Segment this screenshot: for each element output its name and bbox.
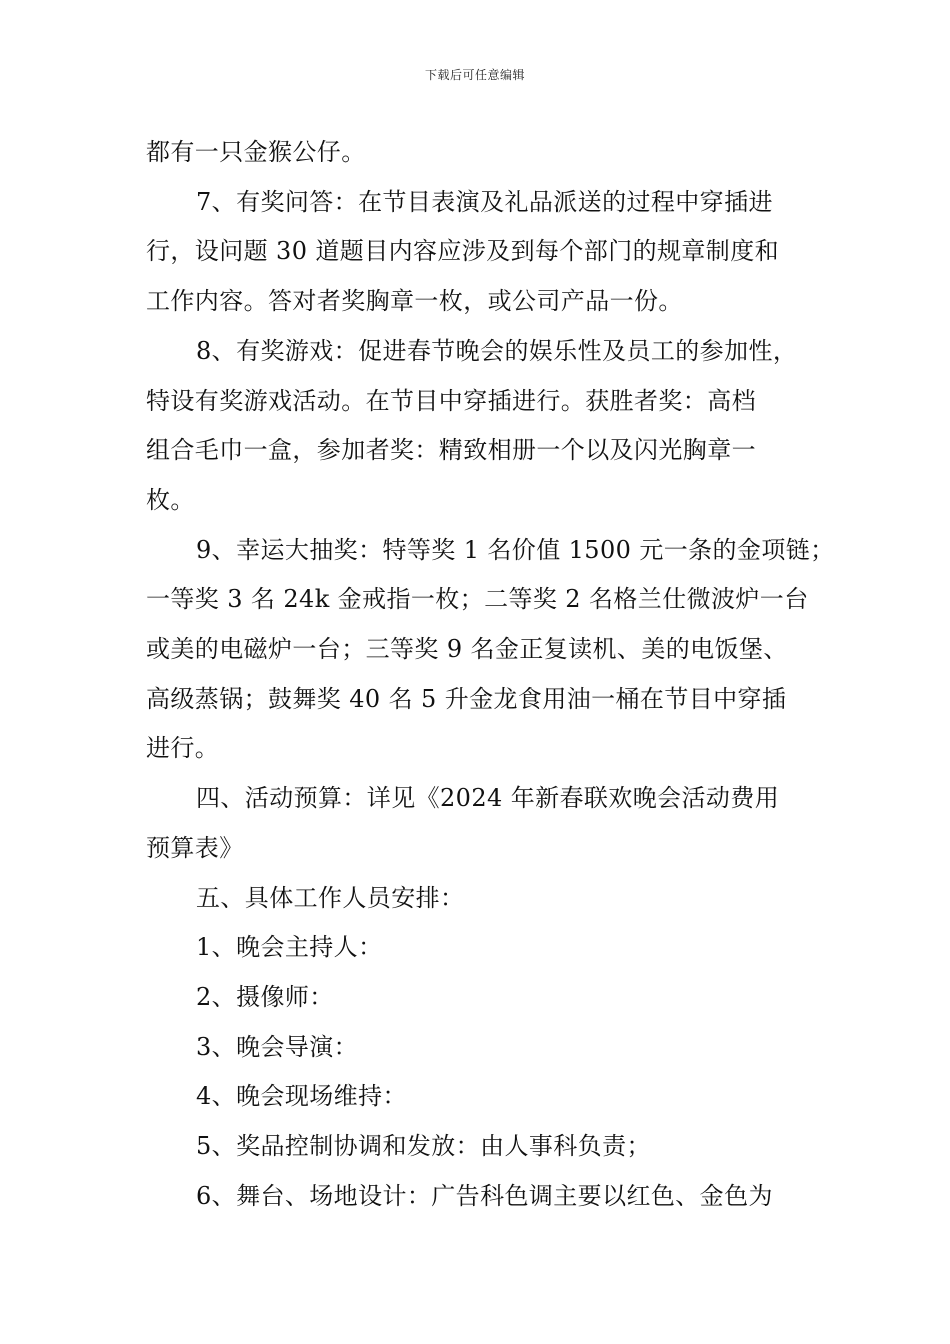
text-line: 3、晚会导演： [196,1032,359,1061]
text-line: 进行。 [146,734,220,763]
page-header: 下载后可任意编辑 [424,68,525,82]
text-line: 组合毛巾一盒，参加者奖：精致相册一个以及闪光胸章一 [146,436,756,465]
text-line: 9、幸运大抽奖：特等奖 1 名价值 1500 元一条的金项链； [196,535,835,564]
text-line: 都有一只金猴公仔。 [146,138,366,166]
text-line: 4、晚会现场维持： [196,1082,407,1111]
text-line: 预算表》 [146,833,244,862]
text-line: 2、摄像师： [196,982,334,1011]
text-line: 7、有奖问答：在节目表演及礼品派送的过程中穿插进 [196,187,773,216]
text-line: 五、具体工作人员安排： [196,883,465,912]
text-line: 8、有奖游戏：促进春节晚会的娱乐性及员工的参加性， [196,336,798,365]
text-line: 工作内容。答对者奖胸章一枚，或公司产品一份。 [146,287,683,316]
text-line: 四、活动预算：详见《2024 年新春联欢晚会活动费用 [196,784,780,813]
text-line: 6、舞台、场地设计：广告科色调主要以红色、金色为 [196,1181,773,1210]
text-line: 高级蒸锅；鼓舞奖 40 名 5 升金龙食用油一桶在节目中穿插 [146,684,787,713]
text-line: 枚。 [146,485,195,514]
text-line: 1、晚会主持人： [196,933,383,962]
text-line: 或美的电磁炉一台；三等奖 9 名金正复读机、美的电饭堡、 [146,635,788,664]
document-body [146,128,835,1221]
text-line: 一等奖 3 名 24k 金戒指一枚；二等奖 2 名格兰仕微波炉一台 [146,585,809,614]
text-line: 特设有奖游戏活动。在节目中穿插进行。获胜者奖：高档 [146,386,756,415]
text-line: 行，设问题 30 道题目内容应涉及到每个部门的规章制度和 [146,237,779,266]
text-line: 5、奖品控制协调和发放：由人事科负责； [196,1132,651,1161]
